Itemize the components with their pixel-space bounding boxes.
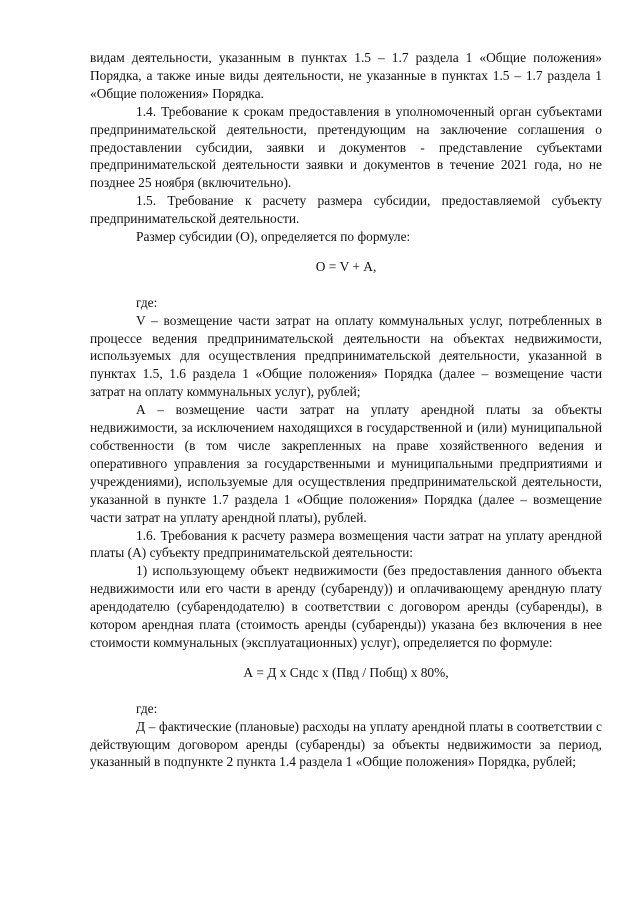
paragraph-1-6: 1.6. Требования к расчету размера возмещения части затрат на уплату арендной платы (А) субъекту предпринимательской деятельности: <box>90 527 602 561</box>
spacer <box>90 276 602 294</box>
definition-a: А – возмещение части затрат на уплату арендной платы за объекты недвижимости, за исключением находящихся в государственной и (или) муниципальной собственности (в том числе закрепленных на праве хозяйственного ведения и оперативного управления за государственными и муниципальными предприятиями и учреждениями), используемые для осуществления предпринимательской деятельности, указанной в пункте 1.7 раздела 1 «Общие положения» Порядка (далее – возмещение части затрат на уплату арендной платы), рублей. <box>90 402 602 525</box>
paragraph-subsidy-size: Размер субсидии (О), определяется по формуле: <box>136 229 411 245</box>
spacer <box>90 652 602 664</box>
spacer <box>90 682 602 700</box>
definition-d: Д – фактические (плановые) расходы на уплату арендной платы в соответствии с действующим договором аренды (субаренды) за объекты недвижимости за период, указанный в подпункте 2 пункта 1.4 раздела 1 «Общие положения» Порядка, рублей; <box>90 718 602 770</box>
formula-rent: А = Д х Сндс х (Пвд / Побщ) х 80%, <box>243 664 449 680</box>
paragraph-1-6-item-1: 1) использующему объект недвижимости (без предоставления данного объекта недвижимости или его части в аренду (субаренду)) и оплачивающему арендную плату арендодателю (субарендодателю) в соответствии с договором аренды (субаренды), в котором арендная плата (стоимость аренды (субаренды)) указана без включения в нее стоимости коммунальных (эксплуатационных) услуг), определяется по формуле: <box>90 563 602 650</box>
definition-v: V – возмещение части затрат на оплату коммунальных услуг, потребленных в процессе ведения предпринимательской деятельности на объектах недвижимости, используемых для осуществления предпринимательской деятельности, указанной в пунктах 1.5, 1.6 раздела 1 «Общие положения» Порядка (далее – возмещение части затрат на оплату коммунальных услуг), рублей; <box>90 312 602 400</box>
document-page <box>90 49 602 771</box>
where-label-1: где: <box>136 294 158 310</box>
where-label-2: где: <box>136 700 158 716</box>
paragraph-1-4: 1.4. Требование к срокам предоставления в уполномоченный орган субъектами предпринимательской деятельности, претендующим на заключение соглашения о предоставлении субсидии, заявки и документов - представление субъектами предпринимательской деятельности заявки и документов в течение 2021 года, но не позднее 25 ноября (включительно). <box>90 103 602 191</box>
paragraph-continuation: видам деятельности, указанным в пунктах 1.5 – 1.7 раздела 1 «Общие положения» Порядка, а также иные виды деятельности, не указанные в пунктах 1.5 – 1.7 раздела 1 «Общие положения» Порядка. <box>90 50 602 101</box>
formula-subsidy: О = V + А, <box>315 258 377 274</box>
spacer <box>90 246 602 258</box>
paragraph-1-5: 1.5. Требование к расчету размера субсидии, предоставляемой субъекту предпринимательской деятельности. <box>90 193 602 227</box>
